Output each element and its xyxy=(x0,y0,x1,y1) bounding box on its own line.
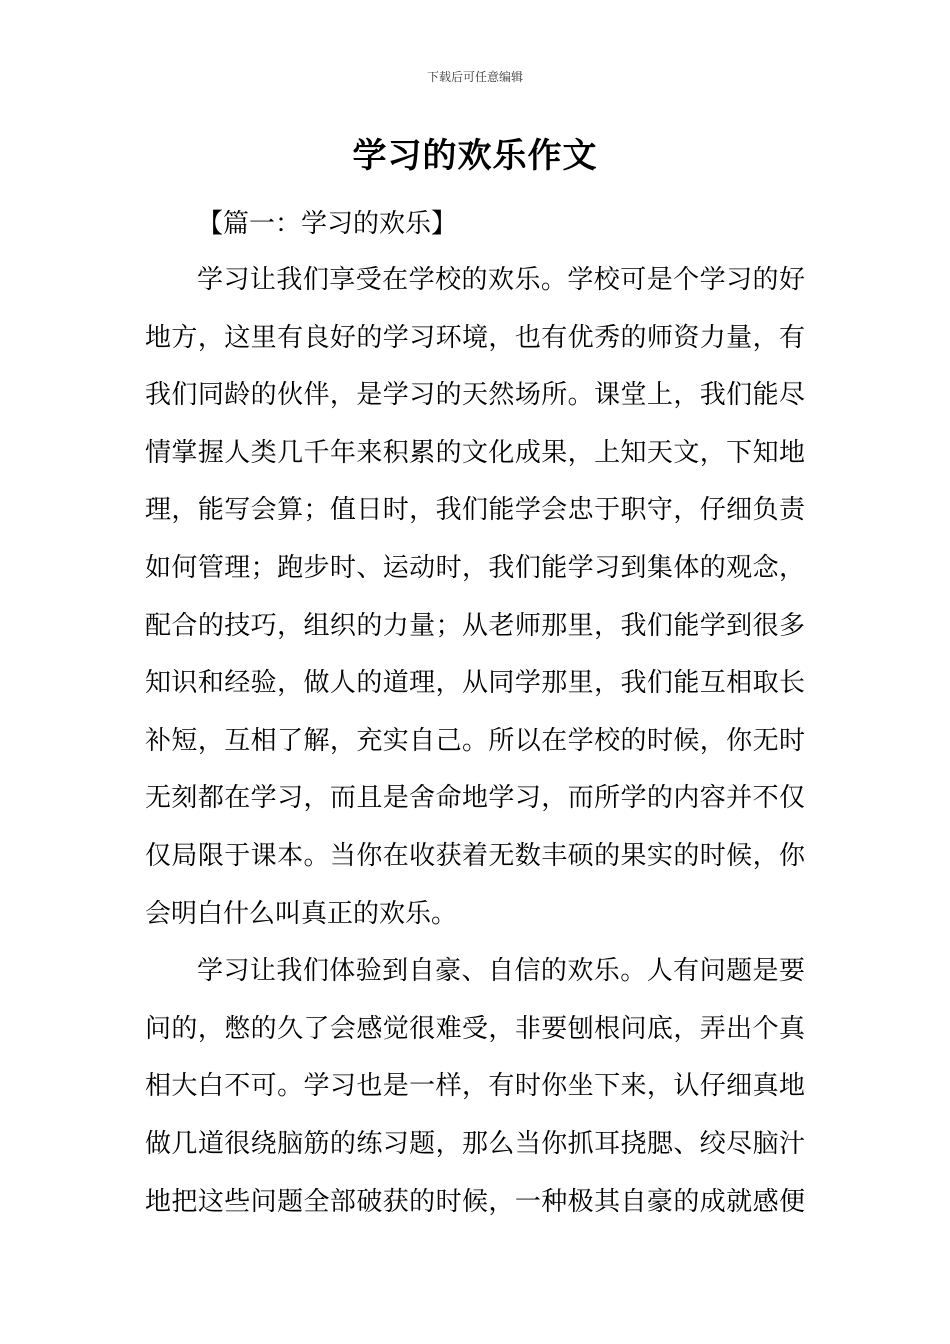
paragraph-line: 我们同龄的伙伴，是学习的天然场所。课堂上，我们能尽 xyxy=(145,380,805,411)
paragraph-line: 补短，互相了解，充实自己。所以在学校的时候，你无时 xyxy=(145,725,805,756)
paragraph-line: 学习让我们享受在学校的欢乐。学校可是个学习的好 xyxy=(197,265,805,295)
paragraph-line: 理，能写会算；值日时，我们能学会忠于职守，仔细负责 xyxy=(145,495,805,526)
paragraph-line: 情掌握人类几千年来积累的文化成果，上知天文，下知地 xyxy=(145,437,805,468)
document-body xyxy=(145,196,805,1231)
paragraph-line: 无刻都在学习，而且是舍命地学习，而所学的内容并不仅 xyxy=(145,783,805,814)
paragraph-line: 问的，憋的久了会感觉很难受，非要刨根问底，弄出个真 xyxy=(145,1013,805,1044)
paragraph-line: 学习让我们体验到自豪、自信的欢乐。人有问题是要 xyxy=(197,956,805,987)
paragraph-line: 会明白什么叫真正的欢乐。 xyxy=(145,898,458,929)
paragraph-line: 相大白不可。学习也是一样，有时你坐下来，认仔细真地 xyxy=(145,1071,805,1102)
paragraph-line: 如何管理；跑步时、运动时，我们能学习到集体的观念， xyxy=(145,552,805,583)
paragraph-line: 地方，这里有良好的学习环境，也有优秀的师资力量，有 xyxy=(145,322,805,353)
section-heading: 【篇一：学习的欢乐】 xyxy=(197,209,458,239)
paragraph-line: 地把这些问题全部破获的时候，一种极其自豪的成就感便 xyxy=(145,1186,805,1217)
paragraph-line: 仅局限于课本。当你在收获着无数丰硕的果实的时候，你 xyxy=(145,840,805,871)
paragraph-2 xyxy=(145,943,805,1231)
paragraph-line: 做几道很绕脑筋的练习题，那么当你抓耳挠腮、绞尽脑汁 xyxy=(145,1128,805,1159)
paragraph-line: 知识和经验，做人的道理，从同学那里，我们能互相取长 xyxy=(145,668,805,699)
paragraph-1 xyxy=(145,252,805,943)
paragraph-line: 配合的技巧，组织的力量；从老师那里，我们能学到很多 xyxy=(145,610,805,641)
document-title: 学习的欢乐作文 xyxy=(352,136,598,176)
header-note: 下载后可任意编辑 xyxy=(426,70,523,84)
